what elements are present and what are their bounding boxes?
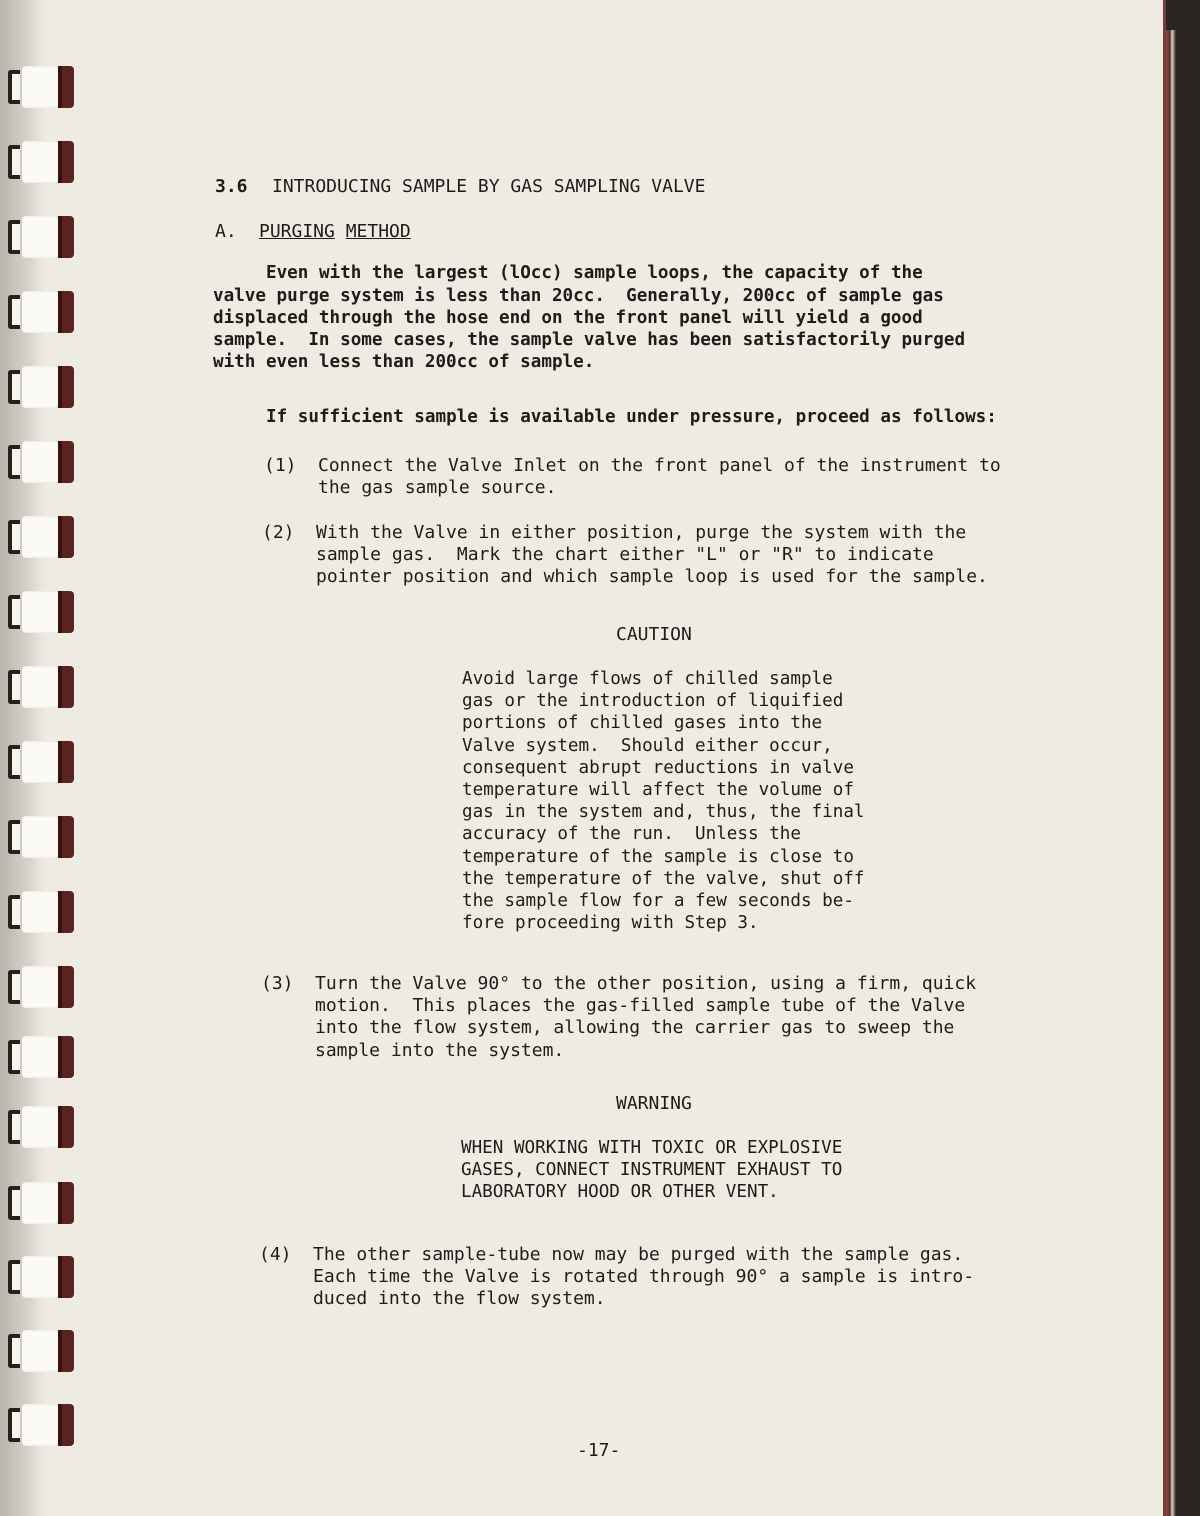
binding-ring	[8, 591, 74, 633]
subsection-letter: A.	[215, 221, 237, 242]
binding-ring	[8, 366, 74, 408]
subsection-title-word1: PURGING	[259, 221, 335, 242]
caution-line: Valve system. Should either occur,	[462, 735, 833, 756]
binding-ring	[8, 1404, 74, 1446]
caution-text	[462, 668, 865, 934]
caution-line: consequent abrupt reductions in valve	[462, 757, 854, 778]
binding-ring	[8, 441, 74, 483]
step-line: sample into the system.	[315, 1039, 565, 1061]
step-number: (3)	[261, 973, 294, 994]
step-line: With the Valve in either position, purge the system with the	[316, 522, 967, 543]
binding-ring	[8, 141, 74, 183]
intro-line: with even less than 200cc of sample.	[213, 352, 595, 372]
binding-ring	[8, 1330, 74, 1372]
subsection-title-word2: METHOD	[345, 221, 411, 242]
warning-line: WHEN WORKING WITH TOXIC OR EXPLOSIVE	[461, 1138, 843, 1158]
caution-line: portions of chilled gases into the	[462, 713, 823, 734]
step-line: The other sample-tube now may be purged with the sample gas.	[313, 1244, 964, 1265]
binding-ring	[8, 66, 74, 108]
warning-heading: WARNING	[616, 1093, 692, 1114]
binding-ring	[8, 516, 74, 558]
section-number: 3.6	[215, 176, 248, 197]
section-title: INTRODUCING SAMPLE BY GAS SAMPLING VALVE	[272, 176, 706, 197]
binding-ring	[8, 891, 74, 933]
intro-line: sample. In some cases, the sample valve has been satisfactorily purged	[213, 330, 966, 350]
binding-ring	[8, 741, 74, 783]
caution-line: temperature of the sample is close to	[462, 846, 854, 867]
caution-line: gas or the introduction of liquified	[462, 691, 844, 712]
step-line: duced into the flow system.	[313, 1288, 606, 1310]
intro-line: Even with the largest (lOcc) sample loops, the capacity of the	[266, 263, 923, 283]
step-text	[313, 1244, 974, 1311]
caution-line: Avoid large flows of chilled sample	[462, 669, 833, 689]
binding-ring	[8, 291, 74, 333]
step-text	[318, 455, 1001, 499]
binding-ring	[8, 966, 74, 1008]
binding-ring	[8, 666, 74, 708]
binding-ring	[8, 1106, 74, 1148]
lead-in: If sufficient sample is available under pressure, proceed as follows:	[266, 407, 997, 427]
step-line: Turn the Valve 90° to the other position, using a firm, quick	[315, 973, 977, 994]
binding-ring	[8, 1036, 74, 1078]
binding-ring	[8, 216, 74, 258]
binding-ring	[8, 816, 74, 858]
warning-line: GASES, CONNECT INSTRUMENT EXHAUST TO	[461, 1160, 843, 1181]
step-number: (2)	[262, 522, 295, 543]
caution-line: the temperature of the valve, shut off	[462, 868, 865, 889]
step-text	[315, 973, 976, 1062]
step-number: (4)	[259, 1244, 292, 1265]
step-line: the gas sample source.	[318, 477, 557, 499]
step-number: (1)	[264, 455, 297, 476]
page-edge	[1166, 30, 1200, 1516]
caution-heading: CAUTION	[616, 624, 692, 645]
caution-line: accuracy of the run. Unless the	[462, 824, 801, 845]
caution-line: gas in the system and, thus, the final	[462, 802, 865, 823]
step-line: sample gas. Mark the chart either "L" or "R" to indicate	[316, 544, 934, 566]
warning-text	[461, 1137, 842, 1204]
caution-line: temperature will affect the volume of	[462, 780, 854, 801]
step-line: motion. This places the gas-filled sample tube of the Valve	[315, 995, 966, 1017]
step-line: Connect the Valve Inlet on the front panel of the instrument to	[318, 455, 1001, 476]
warning-line: LABORATORY HOOD OR OTHER VENT.	[461, 1182, 779, 1203]
caution-line: fore proceeding with Step 3.	[462, 913, 759, 934]
step-line: Each time the Valve is rotated through 90° a sample is intro-	[313, 1266, 975, 1288]
step-line: into the flow system, allowing the carrier gas to sweep the	[315, 1017, 955, 1039]
step-line: pointer position and which sample loop is used for the sample.	[316, 566, 988, 588]
intro-line: valve purge system is less than 20cc. Generally, 200cc of sample gas	[213, 286, 944, 306]
caution-line: the sample flow for a few seconds be-	[462, 891, 854, 912]
subsection-title	[259, 221, 411, 243]
page-number: -17-	[577, 1440, 621, 1461]
intro-line: displaced through the hose end on the front panel will yield a good	[213, 308, 923, 328]
binding-ring	[8, 1182, 74, 1224]
binding-ring	[8, 1256, 74, 1298]
step-text	[316, 522, 988, 589]
